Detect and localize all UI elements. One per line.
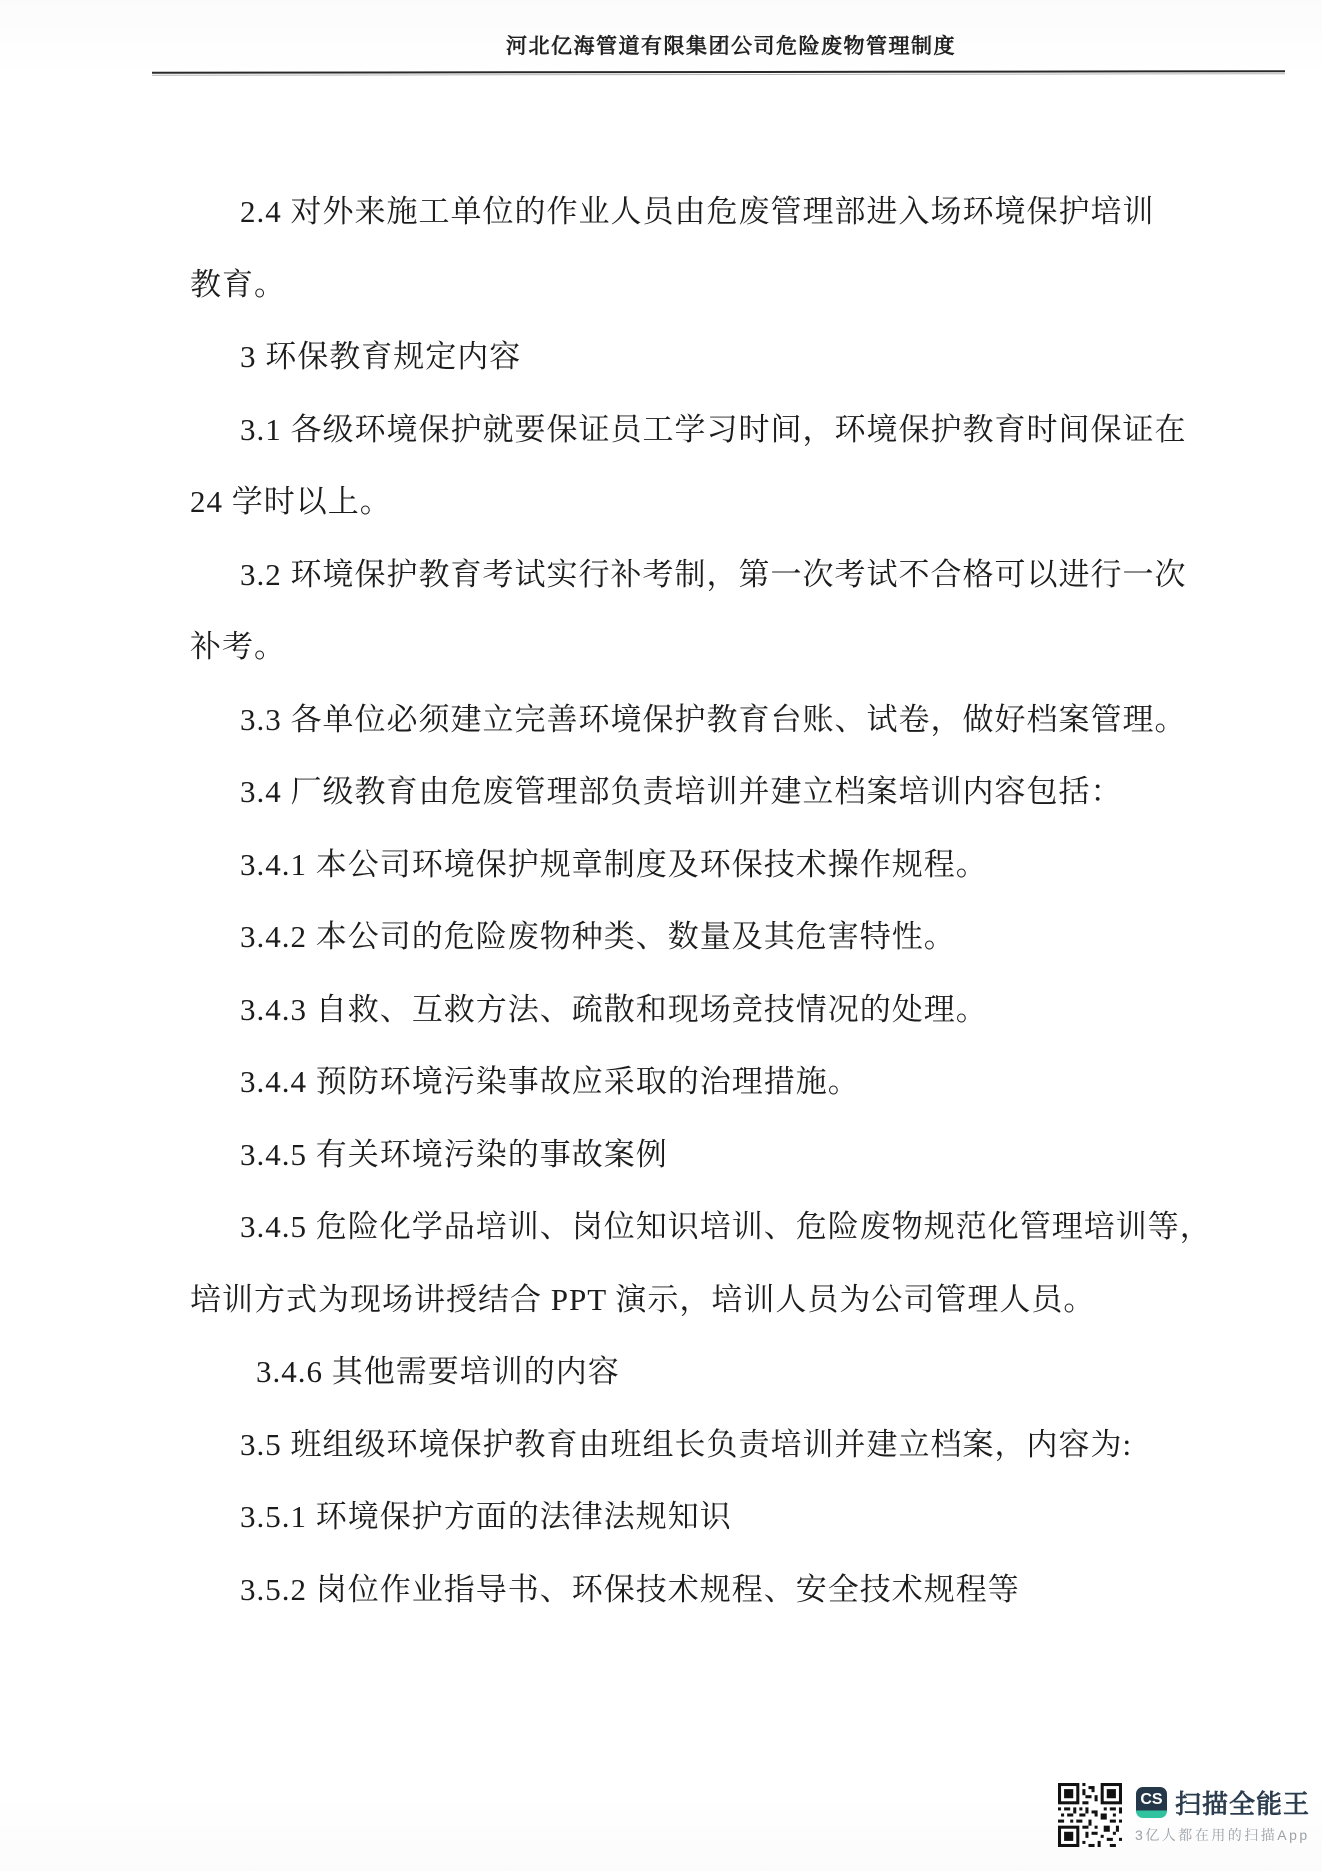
doc-line-3-4-3: 3.4.3 自救、互救方法、疏散和现场竞技情况的处理。 xyxy=(240,991,988,1027)
document-header-title: 河北亿海管道有限集团公司危险废物管理制度 xyxy=(506,34,956,58)
camscanner-logo-icon: CS xyxy=(1136,1787,1167,1818)
doc-line-3-4-1: 3.4.1 本公司环境保护规章制度及环保技术操作规程。 xyxy=(240,846,988,882)
doc-line-3-5: 3.5 班组级环境保护教育由班组长负责培训并建立档案，内容为: xyxy=(240,1426,1133,1462)
camscanner-tagline: 3亿人都在用的扫描App xyxy=(1135,1827,1310,1843)
document-body xyxy=(190,176,1212,1626)
doc-line-3-4-2: 3.4.2 本公司的危险废物种类、数量及其危害特性。 xyxy=(240,919,956,954)
doc-line-3-5-2: 3.5.2 岗位作业指导书、环保技术规程、安全技术规程等 xyxy=(240,1571,1020,1607)
doc-line-3-4: 3.4 厂级教育由危废管理部负责培训并建立档案培训内容包括： xyxy=(240,774,1123,809)
doc-line-3-1: 3.1 各级环境保护就要保证员工学习时间，环境保护教育时间保证在 xyxy=(240,411,1187,447)
doc-line-3-4-5-cont: 培训方式为现场讲授结合 PPT 演示，培训人员为公司管理人员。 xyxy=(190,1281,1096,1317)
doc-line-3-4-5a: 3.4.5 有关环境污染的事故案例 xyxy=(240,1136,668,1172)
doc-line-3-2-cont: 补考。 xyxy=(190,629,286,664)
qr-code-icon xyxy=(1058,1783,1122,1847)
doc-line-3-2: 3.2 环境保护教育考试实行补考制，第一次考试不合格可以进行一次 xyxy=(240,556,1187,592)
doc-line-3-4-5b: 3.4.5 危险化学品培训、岗位知识培训、危险废物规范化管理培训等， xyxy=(240,1209,1212,1244)
doc-line-3-3: 3.3 各单位必须建立完善环境保护教育台账、试卷，做好档案管理。 xyxy=(240,701,1187,737)
camscanner-watermark xyxy=(1058,1781,1311,1851)
doc-line-3-4-4: 3.4.4 预防环境污染事故应采取的治理措施。 xyxy=(240,1064,860,1099)
doc-line-2-4-cont: 教育。 xyxy=(190,266,286,302)
doc-line-3-5-1: 3.5.1 环境保护方面的法律法规知识 xyxy=(240,1499,732,1534)
doc-line-3-1-cont: 24 学时以上。 xyxy=(190,484,392,519)
camscanner-brand-name: 扫描全能王 xyxy=(1175,1789,1311,1819)
doc-line-3-4-6: 3.4.6 其他需要培训的内容 xyxy=(256,1354,620,1389)
header-divider xyxy=(152,70,1285,76)
doc-line-2-4: 2.4 对外来施工单位的作业人员由危废管理部进入场环境保护培训 xyxy=(240,194,1155,229)
doc-line-3-heading: 3 环保教育规定内容 xyxy=(240,339,522,374)
